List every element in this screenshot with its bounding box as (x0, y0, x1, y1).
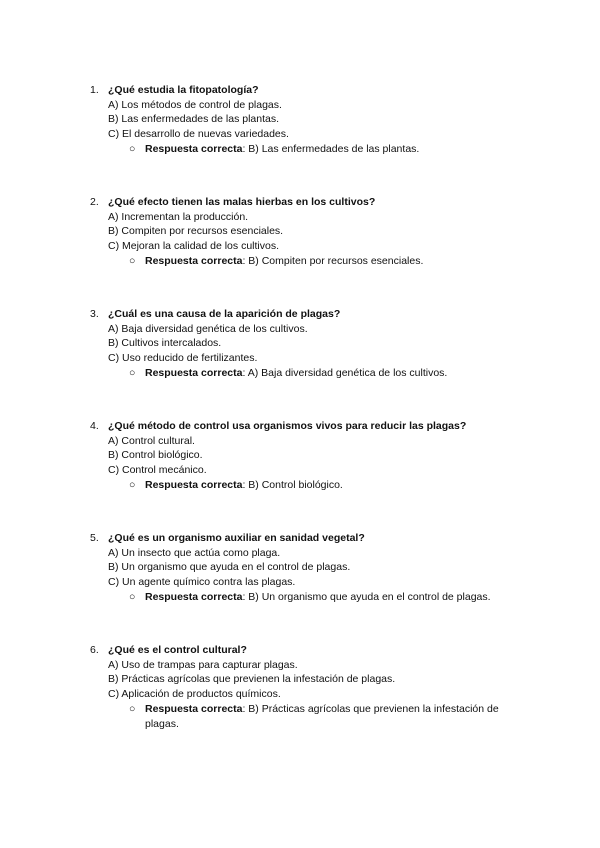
answer-label: Respuesta correcta (145, 703, 243, 715)
answer-label: Respuesta correcta (145, 255, 243, 267)
question-block (90, 531, 530, 605)
question-line (90, 643, 530, 658)
question-number: 6. (90, 644, 99, 656)
option-c: C) El desarrollo de nuevas variedades. (108, 127, 289, 140)
hollow-bullet-icon: ○ (129, 479, 136, 491)
hollow-bullet-icon: ○ (129, 591, 136, 603)
answer-text: : A) Baja diversidad genética de los cultivos. (242, 367, 448, 379)
option-c: C) Uso reducido de fertilizantes. (108, 351, 258, 364)
question-block (90, 419, 530, 493)
answer-label: Respuesta correcta (145, 591, 243, 603)
question-text: ¿Qué estudia la fitopatología? (108, 84, 259, 96)
answer-text: : B) Las enfermedades de las plantas. (242, 143, 420, 155)
option-b: B) Cultivos intercalados. (108, 337, 222, 349)
option-b: B) Compiten por recursos esenciales. (108, 225, 284, 237)
option-c: C) Un agente químico contra las plagas. (108, 575, 296, 588)
question-line (90, 531, 530, 546)
question-number: 4. (90, 420, 99, 432)
option-a: A) Los métodos de control de plagas. (108, 98, 282, 111)
question-line (90, 83, 530, 98)
option-a: A) Baja diversidad genética de los cultivos. (108, 322, 308, 335)
question-line (90, 195, 530, 210)
question-block (90, 643, 530, 732)
question-text: ¿Qué efecto tienen las malas hierbas en los cultivos? (108, 196, 376, 208)
question-block (90, 307, 530, 381)
answer-text: : B) Prácticas agrícolas que previenen la infestación de plagas. (145, 703, 499, 730)
answer-label: Respuesta correcta (145, 367, 243, 379)
correct-answer (90, 590, 530, 605)
option-c: C) Aplicación de productos químicos. (108, 687, 281, 700)
question-number: 3. (90, 308, 99, 320)
answer-text: : B) Control biológico. (242, 479, 343, 491)
option-b: B) Las enfermedades de las plantas. (108, 113, 280, 125)
option-c: C) Control mecánico. (108, 463, 207, 476)
option-c: C) Mejoran la calidad de los cultivos. (108, 239, 279, 252)
option-b: B) Control biológico. (108, 449, 203, 461)
question-text: ¿Qué es el control cultural? (108, 644, 247, 656)
option-b: B) Prácticas agrícolas que previenen la infestación de plagas. (108, 673, 396, 685)
correct-answer (90, 478, 530, 493)
hollow-bullet-icon: ○ (129, 255, 136, 267)
correct-answer (90, 702, 530, 732)
option-a: A) Un insecto que actúa como plaga. (108, 546, 281, 559)
question-number: 5. (90, 532, 99, 544)
question-block (90, 83, 530, 157)
question-text: ¿Qué método de control usa organismos vivos para reducir las plagas? (108, 420, 467, 432)
hollow-bullet-icon: ○ (129, 367, 136, 379)
option-a: A) Uso de trampas para capturar plagas. (108, 658, 298, 671)
hollow-bullet-icon: ○ (129, 703, 136, 715)
answer-text: : B) Compiten por recursos esenciales. (242, 255, 424, 267)
correct-answer (90, 366, 530, 381)
answer-label: Respuesta correcta (145, 479, 243, 491)
question-text: ¿Qué es un organismo auxiliar en sanidad vegetal? (108, 532, 365, 544)
answer-label: Respuesta correcta (145, 143, 243, 155)
option-a: A) Control cultural. (108, 434, 195, 447)
option-b: B) Un organismo que ayuda en el control de plagas. (108, 561, 351, 573)
question-line (90, 419, 530, 434)
question-number: 1. (90, 84, 99, 96)
hollow-bullet-icon: ○ (129, 143, 136, 155)
question-line (90, 307, 530, 322)
correct-answer (90, 142, 530, 157)
correct-answer (90, 254, 530, 269)
question-number: 2. (90, 196, 99, 208)
question-block (90, 195, 530, 269)
question-text: ¿Cuál es una causa de la aparición de plagas? (108, 308, 341, 320)
option-a: A) Incrementan la producción. (108, 210, 249, 223)
answer-text: : B) Un organismo que ayuda en el control de plagas. (242, 591, 491, 603)
